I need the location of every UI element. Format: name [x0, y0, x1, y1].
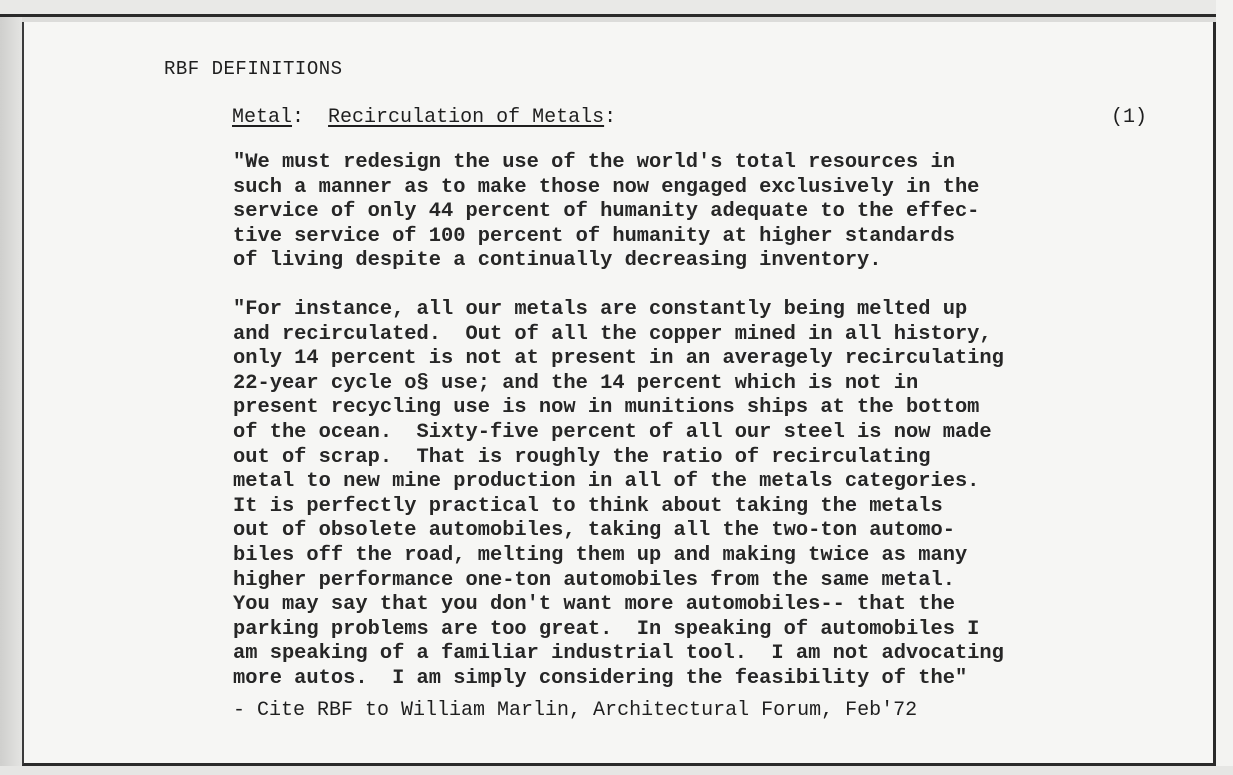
text-line: of the ocean. Sixty-five percent of all our steel is now made	[233, 420, 992, 444]
page-edge	[0, 0, 22, 775]
text-line: "For instance, all our metals are constantly being melted up	[233, 298, 968, 321]
text-line: higher performance one-ton automobiles from the same metal.	[233, 568, 955, 592]
reference-number: (1)	[1111, 106, 1148, 129]
text-line: out of scrap. That is roughly the ratio of recirculating	[233, 445, 931, 469]
topic-separator: :	[604, 106, 617, 129]
text-line: am speaking of a familiar industrial tool. I am not advocating	[233, 642, 1004, 666]
bottom-margin	[0, 766, 1233, 775]
right-margin	[1216, 0, 1233, 775]
text-line: "We must redesign the use of the world's total resources in	[233, 151, 955, 174]
quote-paragraph-2	[233, 298, 1173, 692]
definition-title	[232, 106, 616, 129]
text-line: more autos. I am simply considering the feasibility of the"	[233, 666, 968, 690]
term-separator: :	[292, 106, 305, 129]
text-line: service of only 44 percent of humanity adequate to the effec-	[233, 200, 980, 224]
quote-paragraph-1	[233, 151, 1173, 274]
text-line: tive service of 100 percent of humanity at higher standards	[233, 224, 955, 248]
top-rule	[0, 0, 1233, 17]
text-line: such a manner as to make those now engaged exclusively in the	[233, 175, 980, 199]
text-line: of living despite a continually decreasing inventory.	[233, 249, 882, 273]
text-line: It is perfectly practical to think about taking the metals	[233, 494, 943, 518]
text-line: You may say that you don't want more automobiles-- that the	[233, 593, 955, 617]
text-line: present recycling use is now in munitions ships at the bottom	[233, 396, 980, 420]
term-label: Metal	[232, 106, 293, 129]
text-line: only 14 percent is not at present in an averagely recirculating	[233, 347, 1004, 371]
citation: - Cite RBF to William Marlin, Architectural Forum, Feb'72	[233, 699, 918, 722]
page-heading: RBF DEFINITIONS	[164, 58, 343, 80]
text-line: 22-year cycle o§ use; and the 14 percent which is not in	[233, 371, 919, 395]
topic-label: Recirculation of Metals	[328, 106, 605, 129]
text-line: out of obsolete automobiles, taking all the two-ton automo-	[233, 519, 955, 543]
definition-card	[22, 22, 1216, 766]
text-line: metal to new mine production in all of the metals categories.	[233, 470, 980, 494]
text-line: biles off the road, melting them up and making twice as many	[233, 543, 968, 567]
text-line: and recirculated. Out of all the copper mined in all history,	[233, 322, 992, 346]
text-line: parking problems are too great. In speaking of automobiles I	[233, 617, 980, 641]
